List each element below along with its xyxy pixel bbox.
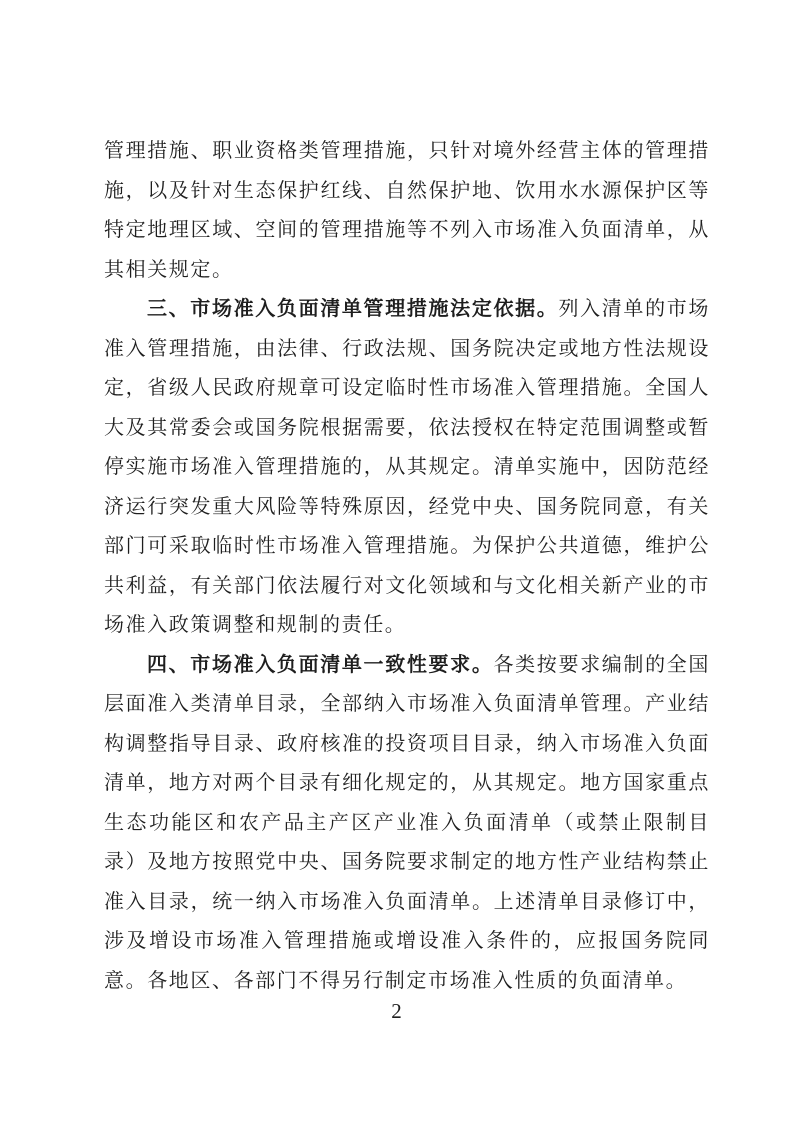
paragraph-continuation [104, 132, 710, 290]
section-three-heading: 三、市场准入负面清单管理措施法定依据。 [147, 298, 559, 320]
paragraph-section-four [104, 646, 710, 1002]
page-number: 2 [391, 999, 402, 1023]
paragraph-text: 各类按要求编制的全国层面准入类清单目录，全部纳入市场准入负面清单管理。产业结构调整指导目录、政府核准的投资项目目录，纳入市场准入负面清单，地方对两个目录有细化规定的，从其规定。地方国家重点生态功能区和农产品主产区产业准入负面清单（或禁止限制目录）及地方按照党中央、国务院要求制定的地方性产业结构禁止准入目录，统一纳入市场准入负面清单。上述清单目录修订中，涉及增设市场准入管理措施或增设准入条件的，应报国务院同意。各地区、各部门不得另行制定市场准入性质的负面清单。 [104, 653, 711, 992]
document-body [104, 132, 710, 1001]
section-four-heading: 四、市场准入负面清单一致性要求。 [147, 653, 494, 676]
paragraph-text: 管理措施、职业资格类管理措施，只针对境外经营主体的管理措施，以及针对生态保护红线、自然保护地、饮用水水源保护区等特定地理区域、空间的管理措施等不列入市场准入负面清单，从其相关规定。 [104, 140, 710, 281]
paragraph-text: 列入清单的市场准入管理措施，由法律、行政法规、国务院决定或地方性法规设定，省级人民政府规章可设定临时性市场准入管理措施。全国人大及其常委会或国务院根据需要，依法授权在特定范围调整或暂停实施市场准入管理措施的，从其规定。清单实施中，因防范经济运行突发重大风险等特殊原因，经党中央、国务院同意，有关部门可采取临时性市场准入管理措施。为保护公共道德，维护公共利益，有关部门依法履行对文化领域和与文化相关新产业的市场准入政策调整和规制的责任。 [104, 298, 711, 636]
paragraph-section-three [104, 290, 710, 646]
page-footer [0, 999, 793, 1024]
